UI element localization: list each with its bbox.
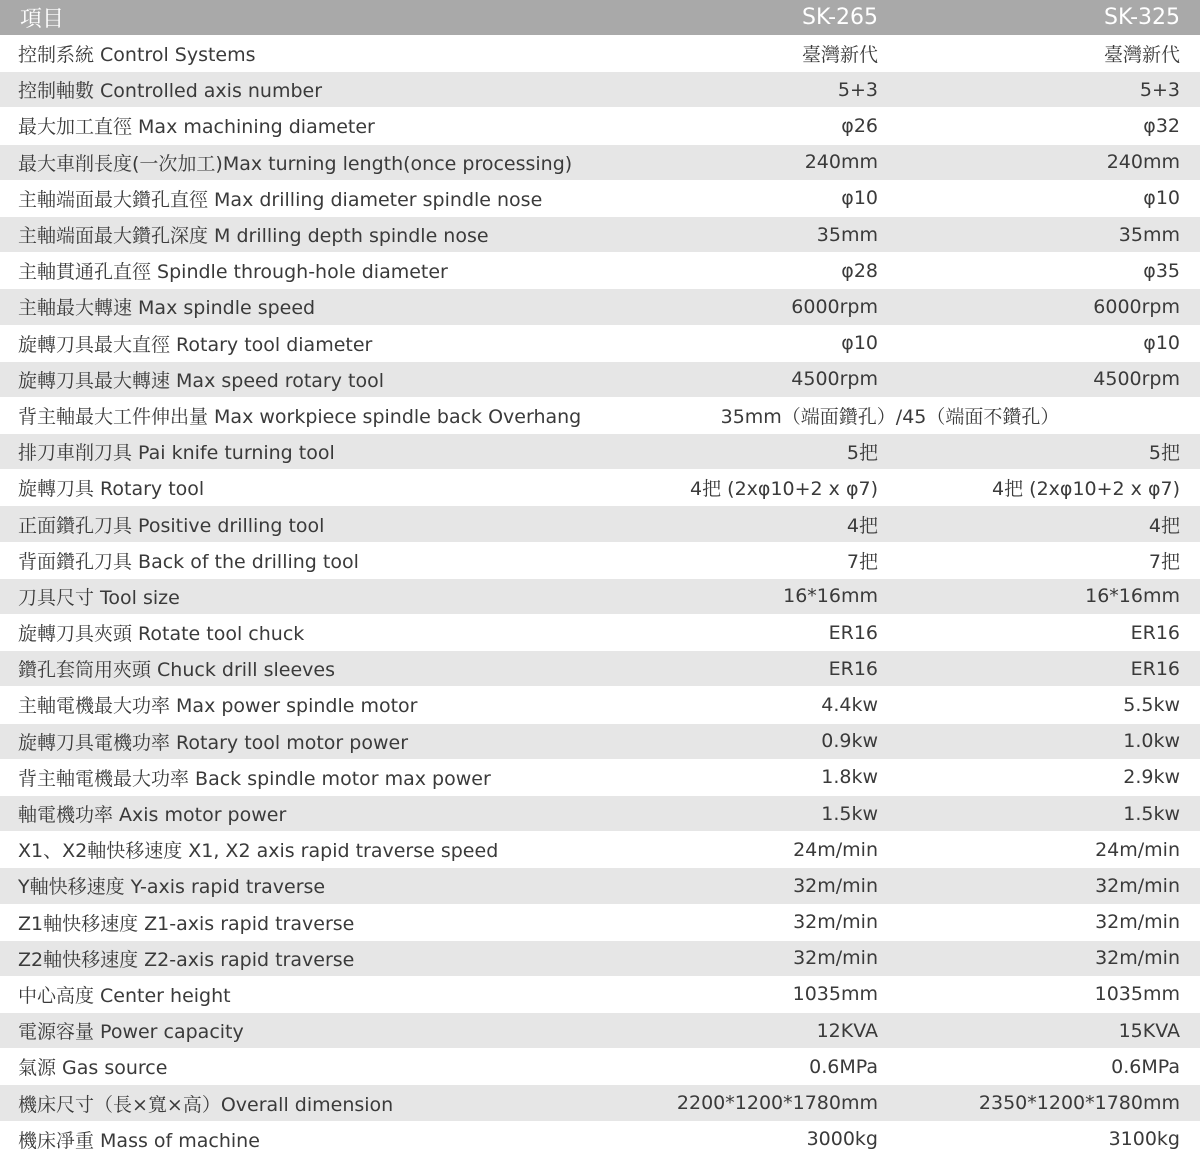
row-value-sk325: 32m/min: [1095, 911, 1180, 934]
table-row: [0, 398, 1200, 434]
row-value-sk265: 2200*1200*1780mm: [676, 1092, 878, 1115]
row-value-sk265: 7把: [846, 550, 878, 573]
row-value-sk265: 32m/min: [793, 947, 878, 970]
header-model-a: SK-265: [801, 5, 878, 30]
table-row: [0, 1049, 1200, 1085]
row-value-sk265: ER16: [828, 657, 878, 680]
table-row: [0, 145, 1200, 181]
row-value-sk265: 6000rpm: [791, 295, 878, 318]
row-label: 背面鑽孔刀具 Back of the drilling tool: [18, 550, 359, 573]
row-value-sk325: 1.0kw: [1123, 730, 1180, 753]
row-label: 正面鑽孔刀具 Positive drilling tool: [18, 514, 325, 537]
row-label: 刀具尺寸 Tool size: [18, 586, 180, 609]
row-label: 背主軸電機最大功率 Back spindle motor max power: [18, 767, 491, 790]
table-row: [0, 724, 1200, 760]
row-value-sk325: 1.5kw: [1123, 802, 1180, 825]
row-value-sk265: 0.6MPa: [809, 1055, 878, 1078]
row-label: 主軸端面最大鑽孔深度 M drilling depth spindle nose: [18, 225, 489, 248]
row-value-sk265: 240mm: [804, 151, 878, 174]
table-row: [0, 651, 1200, 687]
table-row: [0, 687, 1200, 723]
row-value-sk265: 4把: [846, 514, 878, 537]
table-body: [0, 36, 1200, 1158]
row-value-sk265: 32m/min: [793, 874, 878, 897]
row-value-sk265: 16*16mm: [783, 585, 878, 608]
row-value-sk325: 6000rpm: [1093, 295, 1180, 318]
row-value-sk325: 3100kg: [1108, 1128, 1180, 1151]
table-row: [0, 579, 1200, 615]
table-row: [0, 905, 1200, 941]
header-model-b: SK-325: [1103, 5, 1180, 30]
table-row: [0, 36, 1200, 72]
row-label: 電源容量 Power capacity: [18, 1021, 244, 1044]
row-value-sk265: φ26: [841, 114, 878, 137]
row-value-merged: 35mm（端面鑽孔）/45（端面不鑽孔）: [720, 405, 1060, 428]
row-value-sk325: 35mm: [1118, 223, 1180, 246]
row-value-sk325: 16*16mm: [1085, 585, 1180, 608]
row-value-sk265: 24m/min: [793, 838, 878, 861]
table-row: [0, 434, 1200, 470]
row-label: 中心高度 Center height: [18, 984, 231, 1007]
row-value-sk265: 5+3: [837, 78, 878, 101]
table-row: [0, 977, 1200, 1013]
table-row: [0, 72, 1200, 108]
table-row: [0, 289, 1200, 325]
row-value-sk325: 2.9kw: [1123, 766, 1180, 789]
table-row: [0, 543, 1200, 579]
row-label: 主軸端面最大鑽孔直徑 Max drilling diameter spindle nose: [18, 188, 543, 211]
row-label: 控制系統 Control Systems: [18, 44, 256, 67]
row-label: 最大加工直徑 Max machining diameter: [18, 116, 375, 139]
row-label: X1、X2軸快移速度 X1, X2 axis rapid traverse speed: [18, 840, 499, 863]
row-value-sk325: φ10: [1143, 187, 1180, 210]
row-label: 主軸最大轉速 Max spindle speed: [18, 297, 316, 320]
table-row: [0, 832, 1200, 868]
row-value-sk325: 5.5kw: [1123, 693, 1180, 716]
table-row: [0, 108, 1200, 144]
table-row: [0, 181, 1200, 217]
row-label: Z2軸快移速度 Z2-axis rapid traverse: [18, 948, 355, 971]
row-value-sk265: 3000kg: [806, 1128, 878, 1151]
row-value-sk325: 4500rpm: [1093, 368, 1180, 391]
row-value-sk265: 12KVA: [816, 1019, 878, 1042]
row-label: 主軸電機最大功率 Max power spindle motor: [18, 695, 418, 718]
row-value-sk325: 15KVA: [1118, 1019, 1180, 1042]
table-row: [0, 615, 1200, 651]
row-value-sk325: 2350*1200*1780mm: [978, 1092, 1180, 1115]
row-value-sk265: ER16: [828, 621, 878, 644]
row-value-sk325: 24m/min: [1095, 838, 1180, 861]
row-value-sk325: 1035mm: [1094, 983, 1180, 1006]
table-row: [0, 253, 1200, 289]
header-item: 項目: [20, 7, 65, 32]
row-value-sk265: 4500rpm: [791, 368, 878, 391]
table-row: [0, 362, 1200, 398]
row-value-sk265: 4把 (2xφ10+2 x φ7): [690, 478, 878, 501]
row-value-sk325: 0.6MPa: [1111, 1055, 1180, 1078]
row-label: 背主軸最大工件伸出量 Max workpiece spindle back Overhang: [18, 405, 582, 428]
row-value-sk325: φ32: [1143, 114, 1180, 137]
row-value-sk265: φ10: [841, 187, 878, 210]
row-label: 軸電機功率 Axis motor power: [18, 804, 287, 827]
row-value-sk265: 32m/min: [793, 911, 878, 934]
row-value-sk265: φ10: [841, 332, 878, 355]
row-label: 旋轉刀具最大轉速 Max speed rotary tool: [18, 369, 384, 392]
row-value-sk325: ER16: [1130, 657, 1180, 680]
row-value-sk265: φ28: [841, 259, 878, 282]
table-row: [0, 217, 1200, 253]
row-value-sk325: 臺灣新代: [1103, 44, 1180, 67]
row-value-sk265: 0.9kw: [821, 730, 878, 753]
row-value-sk325: 32m/min: [1095, 874, 1180, 897]
table-row: [0, 1013, 1200, 1049]
row-label: 排刀車削刀具 Pai knife turning tool: [18, 442, 335, 465]
row-value-sk265: 5把: [846, 442, 878, 465]
table-row: [0, 796, 1200, 832]
row-label: 最大車削長度(一次加工)Max turning length(once processing): [18, 152, 573, 175]
row-value-sk325: 32m/min: [1095, 947, 1180, 970]
row-value-sk265: 1.5kw: [821, 802, 878, 825]
row-label: 鑽孔套筒用夾頭 Chuck drill sleeves: [18, 659, 336, 682]
row-label: 旋轉刀具 Rotary tool: [18, 478, 205, 501]
row-label: 旋轉刀具最大直徑 Rotary tool diameter: [18, 333, 373, 356]
row-label: Z1軸快移速度 Z1-axis rapid traverse: [18, 912, 355, 935]
row-value-sk325: 7把: [1148, 550, 1180, 573]
row-value-sk325: 4把: [1148, 514, 1180, 537]
row-value-sk325: φ35: [1143, 259, 1180, 282]
row-value-sk325: 4把 (2xφ10+2 x φ7): [992, 478, 1180, 501]
table-row: [0, 326, 1200, 362]
table-row: [0, 941, 1200, 977]
row-label: 氣源 Gas source: [18, 1057, 168, 1080]
row-value-sk265: 1035mm: [792, 983, 878, 1006]
row-value-sk325: 5把: [1148, 442, 1180, 465]
table-row: [0, 506, 1200, 542]
row-label: 主軸貫通孔直徑 Spindle through-hole diameter: [18, 261, 448, 284]
table-row: [0, 868, 1200, 904]
row-label: 機床尺寸（長×寬×高）Overall dimension: [18, 1093, 394, 1116]
row-value-sk265: 臺灣新代: [801, 44, 878, 67]
table-row: [0, 470, 1200, 506]
table-row: [0, 1122, 1200, 1158]
row-value-sk325: φ10: [1143, 332, 1180, 355]
row-value-sk265: 1.8kw: [821, 766, 878, 789]
row-value-sk325: 240mm: [1106, 151, 1180, 174]
row-label: 旋轉刀具電機功率 Rotary tool motor power: [18, 731, 409, 754]
row-label: 控制軸數 Controlled axis number: [18, 80, 323, 103]
row-value-sk265: 35mm: [816, 223, 878, 246]
table-header: [0, 0, 1200, 36]
row-value-sk325: ER16: [1130, 621, 1180, 644]
table-row: [0, 760, 1200, 796]
row-label: 旋轉刀具夾頭 Rotate tool chuck: [18, 623, 305, 646]
row-value-sk265: 4.4kw: [821, 693, 878, 716]
table-row: [0, 1085, 1200, 1121]
row-label: 機床凈重 Mass of machine: [18, 1129, 260, 1152]
row-label: Y軸快移速度 Y-axis rapid traverse: [18, 876, 326, 899]
row-value-sk325: 5+3: [1139, 78, 1180, 101]
